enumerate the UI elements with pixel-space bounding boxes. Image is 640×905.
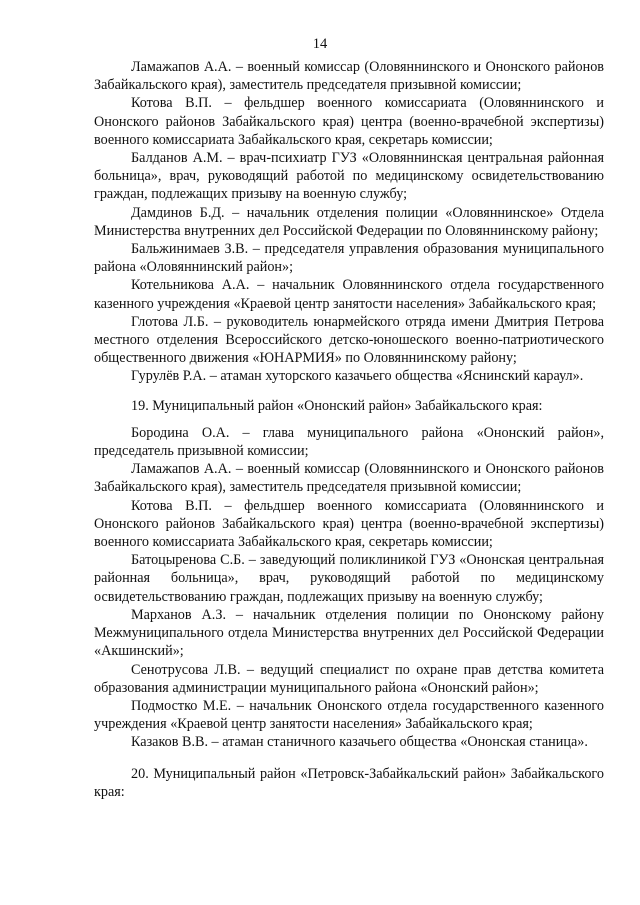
list-item: Бородина О.А. – глава муниципального района «Ононский район», председатель призывной комиссии; <box>94 424 604 460</box>
list-item: Котова В.П. – фельдшер военного комиссариата (Оловяннинского и Ононского районов Забайкальского края) центра (военно-врачебной экспертизы) военного комиссариата Забайкальского края, секретарь комиссии; <box>94 95 604 148</box>
list-item: Подмостко М.Е. – начальник Ононского отдела государственного казенного учреждения «Краевой центр занятости населения» Забайкальского края; <box>94 697 604 733</box>
list-item: Гурулёв Р.А. – атаман хуторского казачьего общества «Яснинский караул». <box>131 368 584 385</box>
list-item: Дамдинов Б.Д. – начальник отделения полиции «Оловяннинское» Отдела Министерства внутренних дел Российской Федерации по Оловяннинскому району; <box>94 204 604 239</box>
list-item: Котова В.П. – фельдшер военного комиссариата (Оловяннинского и Ононского районов Забайкальского края) центра (военно-врачебной экспертизы) военного комиссариата Забайкальского края, секретарь комиссии; <box>94 497 604 551</box>
list-item: Марханов А.З. – начальник отделения полиции по Ононскому району Межмуниципального отдела Министерства внутренних дел Российской Федерации «Акшинский»; <box>94 606 604 660</box>
list-item: Сенотрусова Л.В. – ведущий специалист по охране прав детства комитета образования администрации муниципального района «Ононский район»; <box>94 661 604 696</box>
list-item: Ламажапов А.А. – военный комиссар (Оловяннинского и Ононского районов Забайкальского края), заместитель председателя призывной комиссии; <box>94 59 604 94</box>
list-item: Котельникова А.А. – начальник Оловяннинского отдела государственного казенного учреждения «Краевой центр занятости населения» Забайкальского края; <box>94 277 604 312</box>
list-item: Балданов А.М. – врач-психиатр ГУЗ «Оловяннинская центральная районная больница», врач, руководящий работой по медицинскому освидетельствованию граждан, подлежащих призыву на военную службу; <box>94 150 604 203</box>
list-item: Глотова Л.Б. – руководитель юнармейского отряда имени Дмитрия Петрова местного отделения Всероссийского детско-юношеского военно-патриотического общественного движения «ЮНАРМИЯ» по Оловяннинскому району; <box>94 313 604 367</box>
page-number: 14 <box>312 36 328 52</box>
list-item: Казаков В.В. – атаман станичного казачьего общества «Ононская станица». <box>131 734 588 751</box>
section-heading-20: 20. Муниципальный район «Петровск-Забайкальский район» Забайкальского края: <box>94 765 604 800</box>
list-item: Ламажапов А.А. – военный комиссар (Оловяннинского и Ононского районов Забайкальского края), заместитель председателя призывной комиссии; <box>94 461 604 496</box>
list-item: Бальжинимаев З.В. – председателя управления образования муниципального района «Оловяннинский район»; <box>94 241 604 276</box>
document-body <box>94 58 604 810</box>
section-heading-19: 19. Муниципальный район «Ононский район» Забайкальского края: <box>131 397 543 414</box>
list-item: Батоцыренова С.Б. – заведующий поликлиникой ГУЗ «Ононская центральная районная больница», врач, руководящий работой по медицинскому освидетельствованию граждан, подлежащих призыву на военную службу; <box>94 552 604 605</box>
